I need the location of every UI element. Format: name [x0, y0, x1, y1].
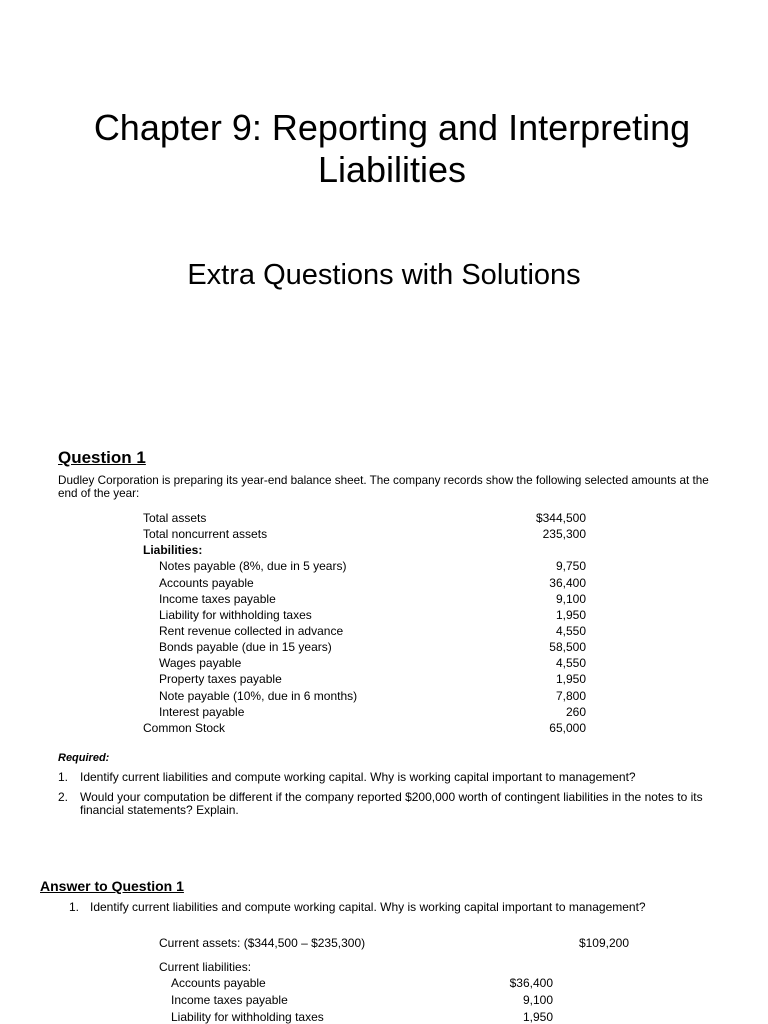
row-value: 1,950: [555, 672, 586, 687]
row-value: $109,200: [578, 936, 629, 950]
row-value: 9,750: [555, 559, 586, 574]
page-title: Chapter 9: Reporting and Interpreting Liabilities: [93, 107, 691, 190]
answer-item: [0, 900, 768, 914]
balance-sheet-amounts-table: [143, 510, 586, 736]
row-value: 7,800: [555, 688, 586, 703]
item-text: Would your computation be different if the company reported $200,000 worth of contingent liabilities in the notes to its financial statements? Explain.: [80, 790, 703, 817]
row-value: 260: [565, 704, 586, 719]
item-text: Identify current liabilities and compute working capital. Why is working capital important to management?: [80, 770, 636, 784]
row-label: Total noncurrent assets: [143, 527, 268, 542]
item-number: 1.: [58, 770, 69, 784]
row-value: 9,100: [522, 993, 553, 1007]
table-row: [143, 607, 586, 623]
table-row: [143, 591, 586, 607]
table-row: [143, 655, 586, 671]
liability-row: [171, 977, 553, 990]
row-label: Rent revenue collected in advance: [159, 623, 344, 638]
liability-row: [171, 994, 553, 1007]
page-subtitle: Extra Questions with Solutions: [187, 259, 581, 291]
row-value: 58,500: [549, 640, 586, 655]
row-label: Note payable (10%, due in 6 months): [159, 688, 358, 703]
row-label: Notes payable (8%, due in 5 years): [159, 559, 347, 574]
row-label: Accounts payable: [171, 976, 266, 990]
row-value: 65,000: [549, 720, 586, 735]
table-row: [143, 671, 586, 687]
row-value: 235,300: [542, 527, 586, 542]
table-row: [143, 558, 586, 574]
row-label: Liabilities:: [143, 543, 203, 558]
table-row: [143, 720, 586, 736]
table-row: [143, 510, 586, 526]
row-value: 9,100: [555, 591, 586, 606]
row-label: Income taxes payable: [171, 993, 288, 1007]
row-value: $36,400: [509, 976, 553, 990]
row-value: 4,550: [555, 623, 586, 638]
liability-row: [171, 1011, 553, 1024]
liabilities-section-header: [143, 542, 586, 558]
row-label: Total assets: [143, 511, 207, 525]
item-text: Identify current liabilities and compute working capital. Why is working capital important to management?: [90, 900, 646, 914]
row-label: Liability for withholding taxes: [171, 1010, 324, 1024]
row-value: 1,950: [522, 1010, 553, 1024]
table-row: [143, 526, 586, 542]
question-1-intro: Dudley Corporation is preparing its year-end balance sheet. The company records show the following selected amounts at the end of the year:: [58, 474, 709, 500]
row-label: Income taxes payable: [159, 591, 276, 606]
table-row: [143, 639, 586, 655]
row-value: 4,550: [555, 656, 586, 671]
question-1-heading: Question 1: [58, 448, 146, 467]
row-label: Liability for withholding taxes: [159, 607, 312, 622]
current-assets-row: [159, 936, 629, 950]
row-label: Common Stock: [143, 720, 226, 735]
required-label: Required:: [58, 752, 110, 764]
row-label: Bonds payable (due in 15 years): [159, 640, 332, 655]
table-row: [143, 688, 586, 704]
table-row: [143, 575, 586, 591]
row-label: Wages payable: [159, 656, 242, 671]
row-label: Accounts payable: [159, 575, 254, 590]
row-label: Interest payable: [159, 704, 245, 719]
row-value: 1,950: [555, 607, 586, 622]
item-number: 2.: [58, 790, 69, 804]
row-value: $344,500: [535, 511, 586, 525]
row-label: Property taxes payable: [159, 672, 282, 687]
table-row: [143, 623, 586, 639]
answer-1-heading: Answer to Question 1: [40, 878, 184, 894]
current-liabilities-label: Current liabilities:: [159, 960, 252, 974]
row-label: Current assets: ($344,500 – $235,300): [159, 936, 366, 950]
table-row: [143, 704, 586, 720]
row-value: 36,400: [549, 575, 586, 590]
item-number: 1.: [69, 900, 80, 914]
